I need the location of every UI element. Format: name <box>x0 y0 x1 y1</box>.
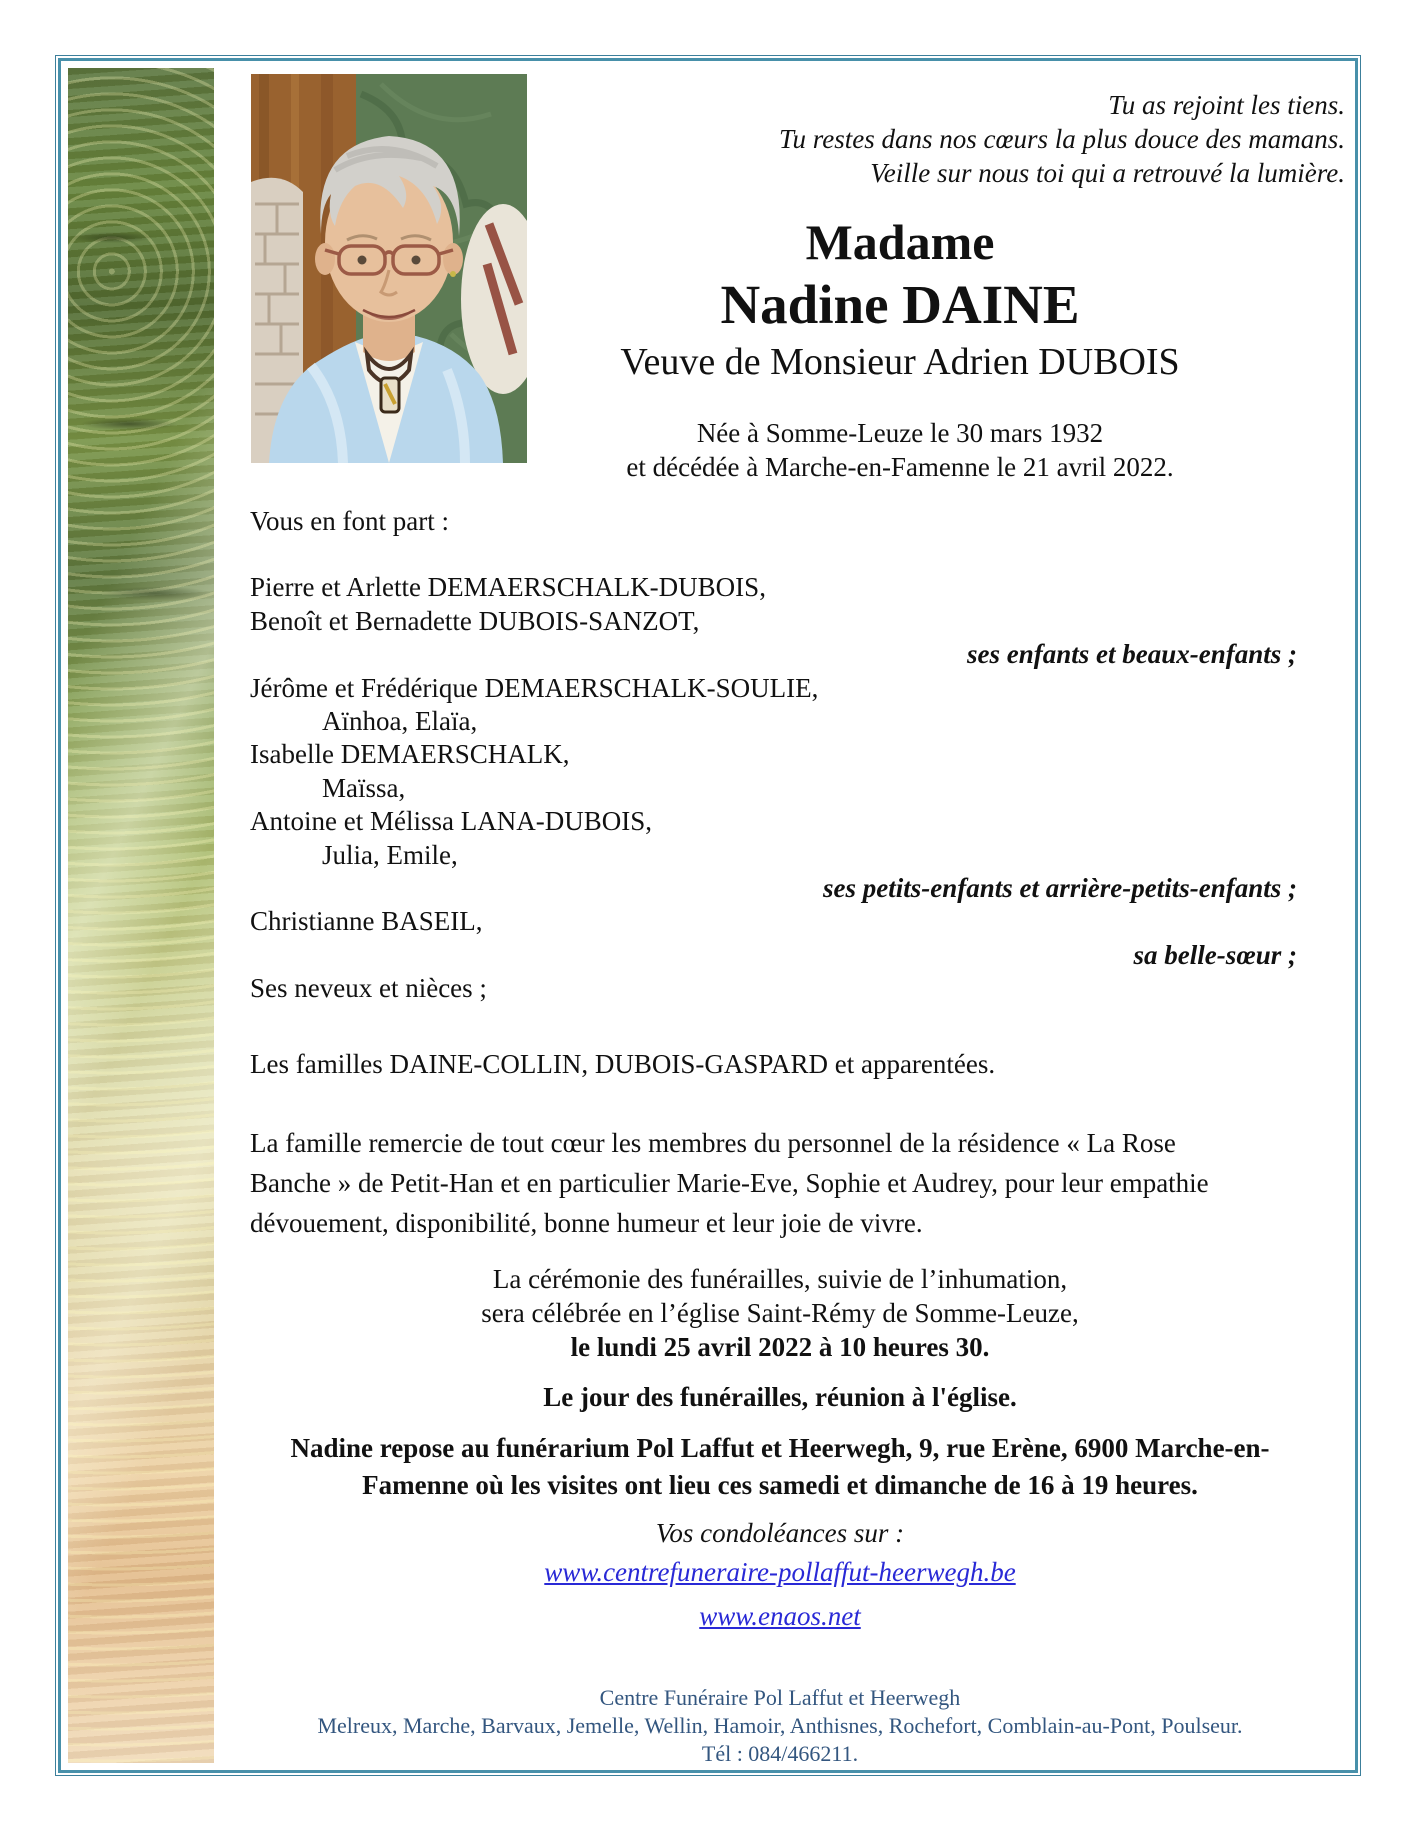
family-line: Antoine et Mélissa LANA-DUBOIS, <box>250 806 652 837</box>
family-line: Maïssa, <box>322 772 406 803</box>
related-families-line: Les familles DAINE-COLLIN, DUBOIS-GASPARD et apparentées. <box>250 1048 996 1079</box>
repose-line: Nadine repose au funérarium Pol Laffut et Heerwegh, 9, rue Erène, 6900 Marche-en- <box>290 1433 1270 1463</box>
ceremony-date-line: le lundi 25 avril 2022 à 10 heures 30. <box>570 1332 990 1362</box>
condolences-link-row <box>215 1594 1345 1638</box>
family-line: Christianne BASEIL, <box>250 906 483 937</box>
thanks-line: La famille remercie de tout cœur les membres du personnel de la résidence « La Rose <box>250 1128 1176 1159</box>
portrait-photo <box>251 74 527 463</box>
salutation: Madame <box>805 214 995 270</box>
deceased-name: Nadine DAINE <box>720 274 1080 335</box>
repose-line: Famenne où les visites ont lieu ces samedi et dimanche de 16 à 19 heures. <box>362 1470 1198 1500</box>
condolences-link-row <box>215 1550 1345 1594</box>
family-line: Ses neveux et nièces ; <box>250 973 487 1004</box>
family-line: Isabelle DEMAERSCHALK, <box>250 739 570 770</box>
funeral-home-name: Centre Funéraire Pol Laffut et Heerwegh <box>599 1685 961 1710</box>
funeral-home-footer <box>215 1684 1345 1768</box>
family-line: Jérôme et Frédérique DEMAERSCHALK-SOULIE, <box>250 672 819 703</box>
verse-line: Tu as rejoint les tiens. <box>1108 90 1345 120</box>
widow-of-line: Veuve de Monsieur Adrien DUBOIS <box>620 341 1180 383</box>
meeting-line: Le jour des funérailles, réunion à l'église. <box>543 1382 1017 1412</box>
thanks-paragraph <box>250 1123 1345 1243</box>
deceased-title-block <box>500 212 1300 484</box>
announcement-intro: Vous en font part : <box>250 506 449 536</box>
thanks-line: Banche » de Petit-Han et en particulier Marie-Eve, Sophie et Audrey, pour leur empathie <box>250 1168 1209 1199</box>
ceremony-details <box>215 1262 1345 1638</box>
relation-label: ses enfants et beaux-enfants ; <box>967 639 1297 670</box>
funeral-home-phone: Tél : 084/466211. <box>701 1741 859 1766</box>
ceremony-line: sera célébrée en l’église Saint-Rémy de Somme-Leuze, <box>481 1298 1079 1328</box>
verse-line: Tu restes dans nos cœurs la plus douce des mamans. <box>778 124 1345 154</box>
funeral-home-website-link[interactable]: www.centrefuneraire-pollaffut-heerwegh.be <box>544 1557 1016 1587</box>
birth-line: Née à Somme-Leuze le 30 mars 1932 <box>696 418 1104 448</box>
enaos-website-link[interactable]: www.enaos.net <box>699 1601 861 1631</box>
verse-line: Veille sur nous toi qui a retrouvé la lumière. <box>870 158 1345 188</box>
condolences-label: Vos condoléances sur : <box>655 1518 905 1548</box>
memorial-verse <box>779 88 1345 190</box>
relation-label: sa belle-sœur ; <box>1133 939 1297 970</box>
family-line: Aïnhoa, Elaïa, <box>322 706 478 737</box>
forest-path-photo <box>68 68 214 1763</box>
family-announcement <box>250 505 1345 1243</box>
family-line: Pierre et Arlette DEMAERSCHALK-DUBOIS, <box>250 572 766 603</box>
funeral-home-locations: Melreux, Marche, Barvaux, Jemelle, Wellin, Hamoir, Anthisnes, Rochefort, Comblain-au-Pont, Poulseur. <box>317 1713 1243 1738</box>
thanks-line: dévouement, disponibilité, bonne humeur et leur joie de vivre. <box>250 1208 923 1239</box>
portrait-illustration <box>251 74 527 463</box>
relation-label: ses petits-enfants et arrière-petits-enfants ; <box>823 873 1297 904</box>
repose-paragraph <box>215 1430 1345 1504</box>
death-line: et décédée à Marche-en-Famenne le 21 avril 2022. <box>626 452 1174 482</box>
family-line: Julia, Emile, <box>322 839 458 870</box>
ceremony-line: La cérémonie des funérailles, suivie de l’inhumation, <box>492 1264 1068 1294</box>
family-line: Benoît et Bernadette DUBOIS-SANZOT, <box>250 605 700 636</box>
